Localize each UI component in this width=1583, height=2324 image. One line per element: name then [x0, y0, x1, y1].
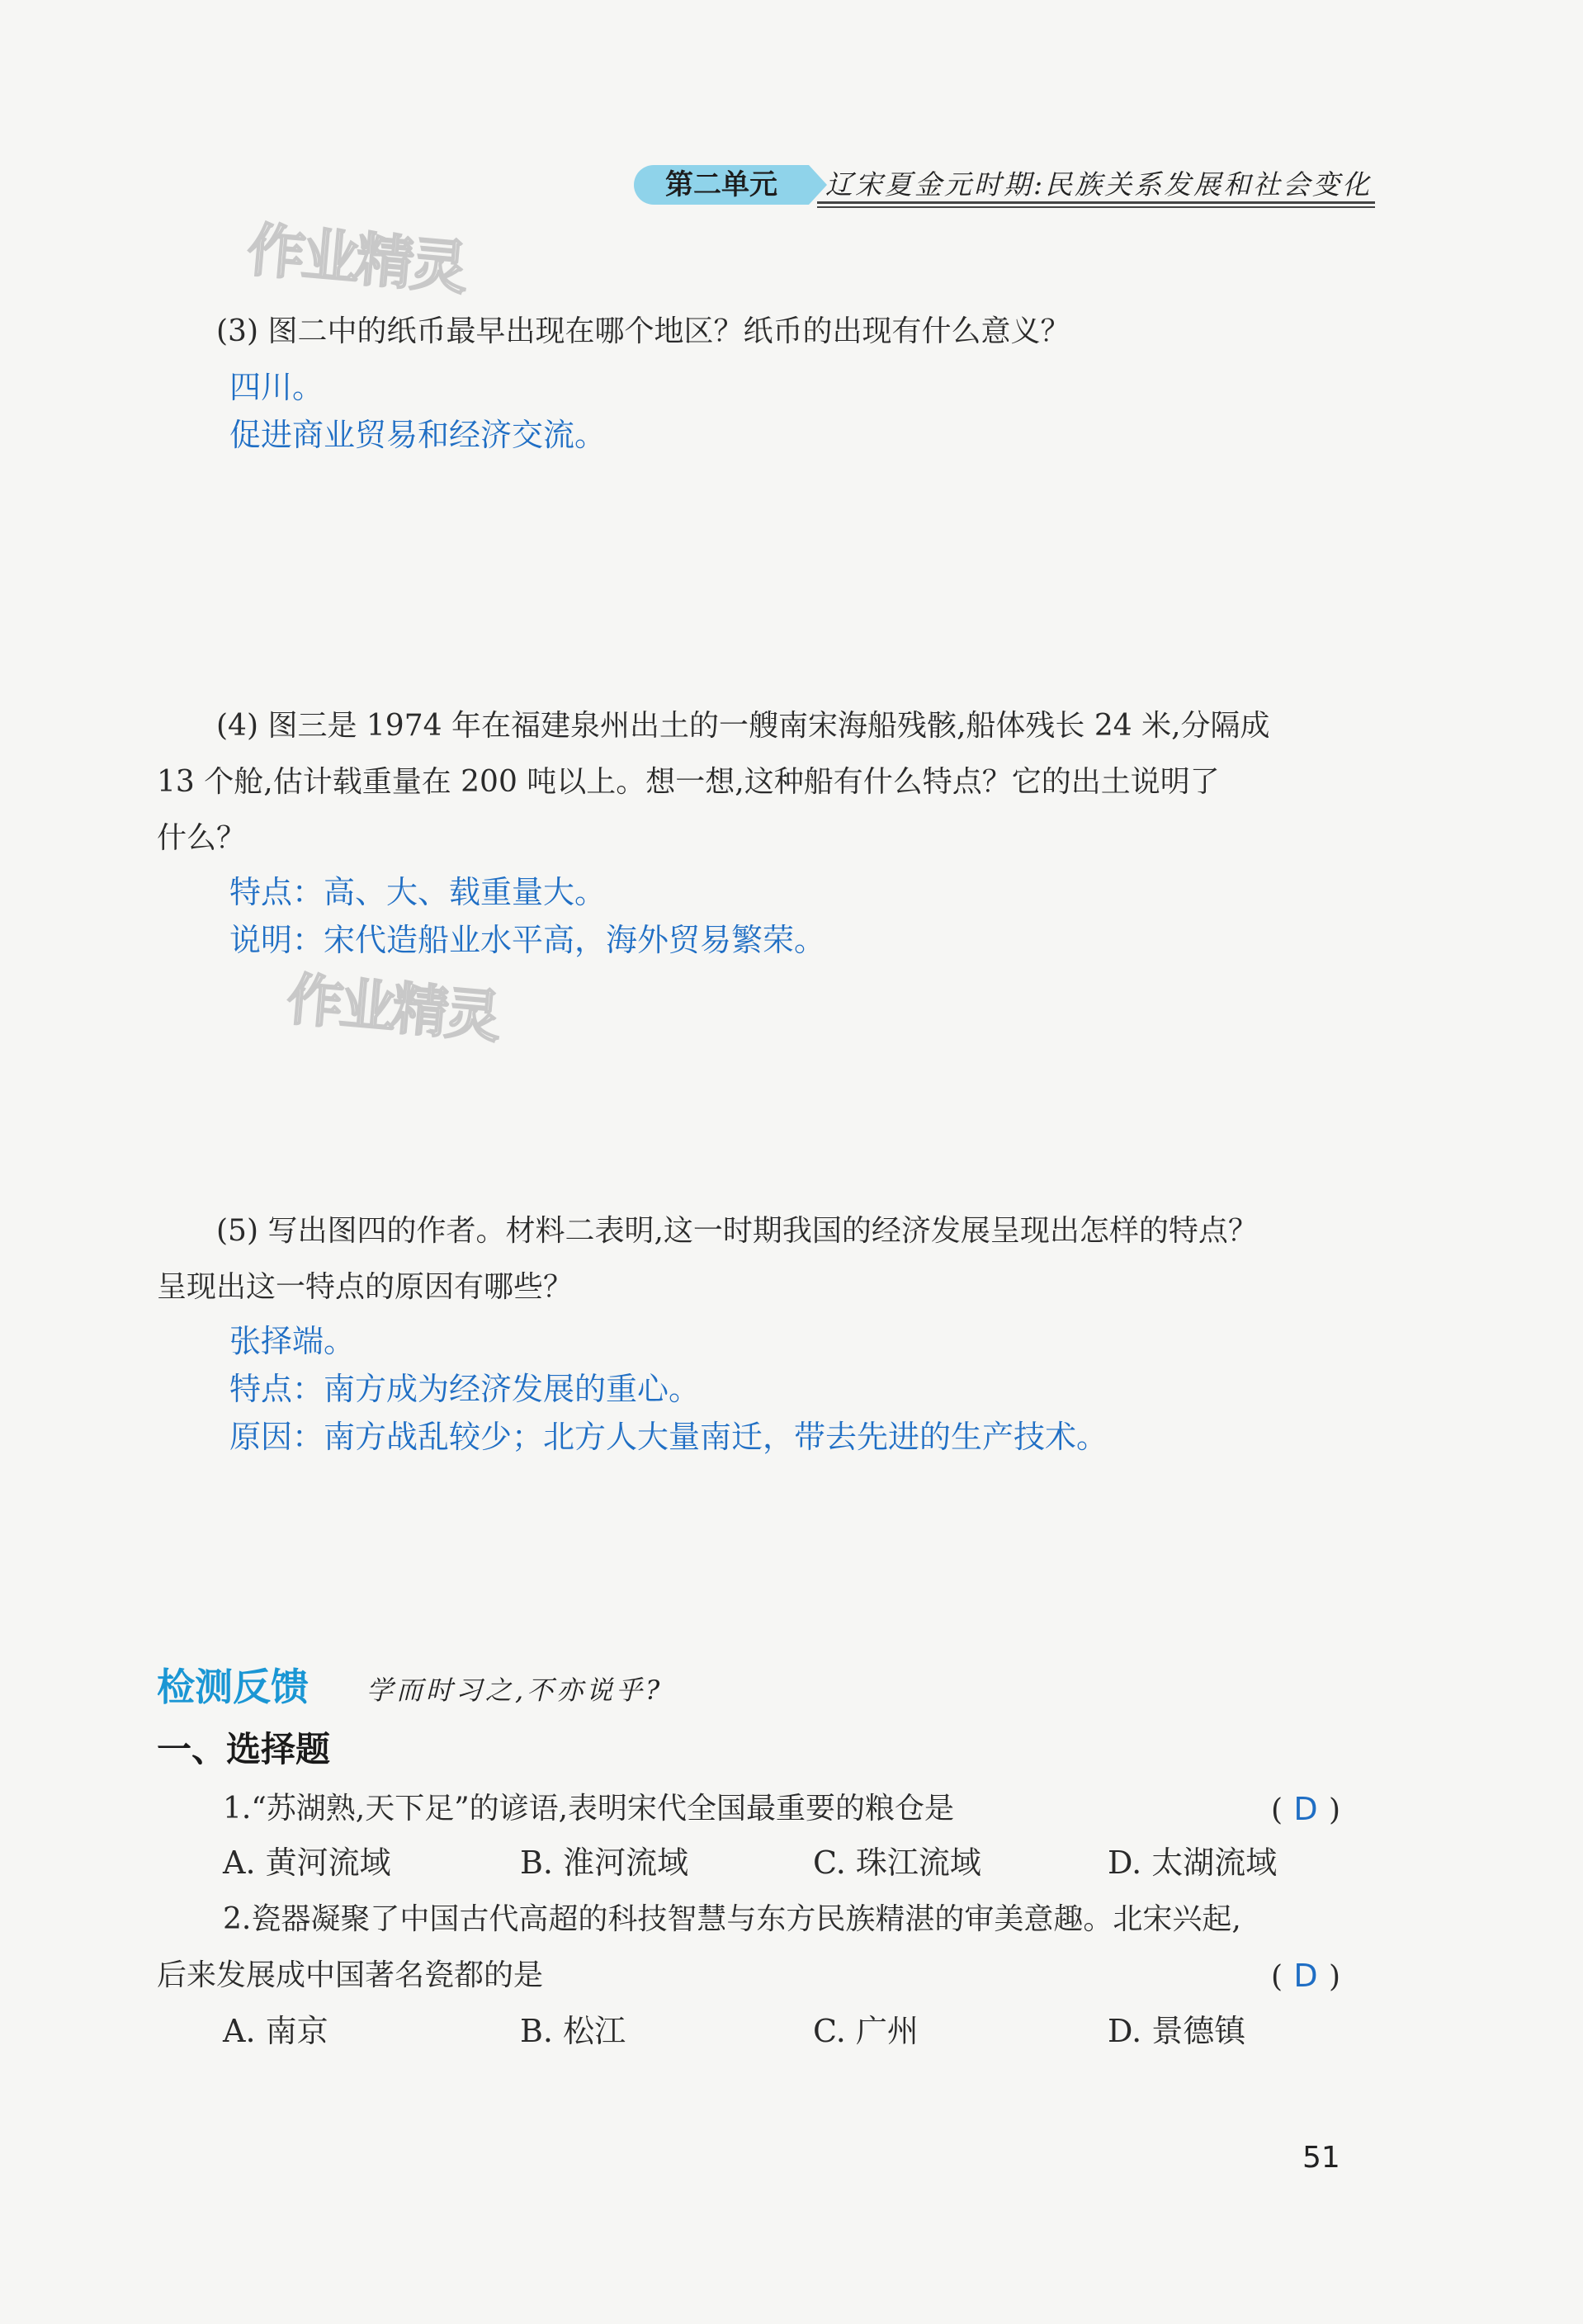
page-number: 51 — [1302, 2141, 1340, 2175]
section-motto: 学而时习之,不亦说乎? — [366, 1675, 664, 1706]
subsection-title: 一、选择题 — [157, 1729, 331, 1769]
answer-bracket: ( D ) — [1271, 1958, 1341, 1994]
option: C. 广州 — [813, 2013, 919, 2049]
option: A. 黄河流域 — [223, 1845, 391, 1881]
question-3: (3) 图二中的纸币最早出现在哪个地区？纸币的出现有什么意义？ — [216, 314, 1070, 348]
header-rule-top — [817, 201, 1375, 204]
option: A. 南京 — [223, 2013, 328, 2049]
header-rule-bottom — [817, 206, 1375, 208]
answer-line: 特点：南方成为经济发展的重心。 — [229, 1371, 701, 1407]
answer-line: 张择端。 — [229, 1323, 356, 1359]
question-5-line: 呈现出这一特点的原因有哪些？ — [157, 1270, 574, 1304]
answer-bracket: ( D ) — [1271, 1791, 1341, 1827]
option: D. 景德镇 — [1108, 2013, 1246, 2049]
choice-question-2-stem-line: 2.瓷器凝聚了中国古代高超的科技智慧与东方民族精湛的审美意趣。北宋兴起, — [223, 1902, 1241, 1936]
option: C. 珠江流域 — [813, 1845, 981, 1881]
choice-answer: D — [1293, 1958, 1318, 1994]
option: B. 淮河流域 — [520, 1845, 689, 1881]
question-4-line: (4) 图三是 1974 年在福建泉州出土的一艘南宋海船残骸,船体残长 24 米,分隔成 — [216, 709, 1270, 743]
choice-question-1-stem: 1.“苏湖熟,天下足”的谚语,表明宋代全国最重要的粮仓是 — [223, 1792, 955, 1826]
option: D. 太湖流域 — [1108, 1845, 1278, 1881]
section-title: 检测反馈 — [157, 1665, 309, 1709]
question-4-line: 13 个舱,估计载重量在 200 吨以上。想一想,这种船有什么特点？它的出土说明了 — [157, 765, 1220, 799]
question-5-line: (5) 写出图四的作者。材料二表明,这一时期我国的经济发展呈现出怎样的特点？ — [216, 1214, 1258, 1248]
answer-line: 四川。 — [229, 369, 324, 405]
unit-subtitle: 辽宋夏金元时期:民族关系发展和社会变化 — [825, 168, 1373, 201]
option: B. 松江 — [520, 2013, 626, 2049]
watermark: 作业精灵 — [284, 966, 501, 1051]
question-4-line: 什么？ — [157, 821, 247, 855]
unit-label: 第二单元 — [634, 165, 809, 205]
answer-line: 原因：南方战乱较少；北方人大量南迁，带去先进的生产技术。 — [229, 1419, 1108, 1455]
choice-answer: D — [1293, 1791, 1318, 1827]
answer-line: 说明：宋代造船业水平高，海外贸易繁荣。 — [229, 922, 826, 958]
watermark: 作业精灵 — [244, 215, 468, 303]
answer-line: 特点：高、大、载重量大。 — [229, 874, 607, 910]
answer-line: 促进商业贸易和经济交流。 — [229, 417, 607, 453]
choice-question-2-stem-line: 后来发展成中国著名瓷都的是 — [157, 1958, 544, 1992]
